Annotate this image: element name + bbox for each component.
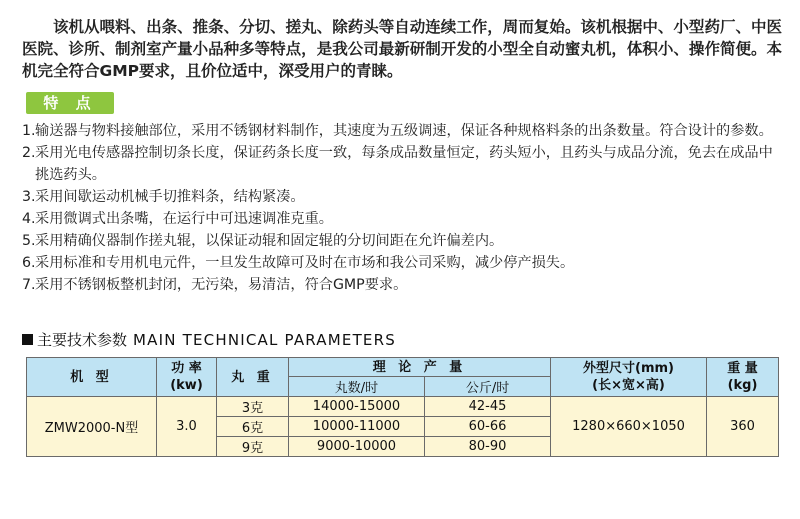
- feature-number: 7.: [22, 277, 36, 293]
- feature-number: 6.: [22, 255, 36, 271]
- cell-weight: 3克: [217, 397, 289, 417]
- table-header-row: [27, 358, 779, 377]
- header-pill-weight: 丸 重: [217, 358, 289, 397]
- header-output: 理 论 产 量: [289, 358, 551, 377]
- feature-number: 4.: [22, 211, 36, 227]
- feature-number: 2.: [22, 145, 36, 161]
- cell-weight: 6克: [217, 417, 289, 437]
- cell-mass: 360: [707, 397, 779, 457]
- header-mass-unit: (kg): [727, 378, 758, 393]
- feature-text: 采用标准和专用机电元件，一旦发生故障可及时在市场和我公司采购，减少停产损失。: [35, 255, 575, 271]
- cell-pcs: 10000-11000: [289, 417, 425, 437]
- header-output-pcs: 丸数/时: [289, 377, 425, 397]
- feature-item: [22, 186, 782, 208]
- header-mass: [707, 358, 779, 397]
- square-bullet-icon: [22, 334, 33, 345]
- feature-text: 采用精确仪器制作搓丸辊，以保证动辊和固定辊的分切间距在允许偏差内。: [35, 233, 504, 249]
- table-row: [27, 397, 779, 417]
- feature-number: 3.: [22, 189, 36, 205]
- cell-dimensions: 1280×660×1050: [551, 397, 707, 457]
- cell-model: ZMW2000-N型: [27, 397, 157, 457]
- params-table: [26, 357, 779, 457]
- feature-item: [22, 120, 782, 142]
- header-power-label: 功 率: [171, 361, 202, 376]
- feature-number: 5.: [22, 233, 36, 249]
- feature-text: 采用微调式出条嘴，在运行中可迅速调准克重。: [35, 211, 333, 227]
- feature-text: 输送器与物料接触部位，采用不锈钢材料制作，其速度为五级调速，保证各种规格料条的出条数量。符合设计的参数。: [35, 123, 773, 139]
- cell-kg: 42-45: [425, 397, 551, 417]
- params-title-en: MAIN TECHNICAL PARAMETERS: [133, 331, 396, 349]
- features-heading: 特 点: [26, 92, 114, 114]
- feature-item: [22, 274, 782, 296]
- cell-pcs: 14000-15000: [289, 397, 425, 417]
- header-output-kg: 公斤/时: [425, 377, 551, 397]
- cell-kg: 80-90: [425, 437, 551, 457]
- feature-item: [22, 230, 782, 252]
- cell-weight: 9克: [217, 437, 289, 457]
- feature-item: [22, 208, 782, 230]
- feature-text: 采用间歇运动机械手切推料条，结构紧凑。: [35, 189, 305, 205]
- cell-kg: 60-66: [425, 417, 551, 437]
- header-dimensions-label: 外型尺寸(mm): [583, 361, 674, 376]
- intro-paragraph: 该机从喂料、出条、推条、分切、搓丸、除药头等自动连续工作，周而复始。该机根据中、小型药厂、中医医院、诊所、制剂室产量小品种多等特点，是我公司最新研制开发的小型全自动蜜丸机，体积小、操作简便。本机完全符合GMP要求，且价位适中，深受用户的青睐。: [22, 18, 782, 80]
- params-section-title: [22, 330, 396, 350]
- header-dimensions-unit: (长×宽×高): [592, 378, 665, 393]
- feature-text: 采用不锈钢板整机封闭，无污染，易清洁，符合GMP要求。: [35, 277, 408, 293]
- cell-power: 3.0: [157, 397, 217, 457]
- cell-pcs: 9000-10000: [289, 437, 425, 457]
- feature-item: [22, 142, 782, 186]
- feature-text: 采用光电传感器控制切条长度，保证药条长度一致，每条成品数量恒定，药头短小，且药头与成品分流，免去在成品中挑选药头。: [35, 145, 773, 183]
- header-mass-label: 重 量: [727, 361, 758, 376]
- feature-number: 1.: [22, 123, 36, 139]
- feature-item: [22, 252, 782, 274]
- header-dimensions: [551, 358, 707, 397]
- header-model: 机 型: [27, 358, 157, 397]
- header-power: [157, 358, 217, 397]
- params-title-cn: 主要技术参数: [37, 331, 128, 349]
- features-list: [22, 120, 782, 296]
- header-power-unit: (kw): [170, 378, 203, 393]
